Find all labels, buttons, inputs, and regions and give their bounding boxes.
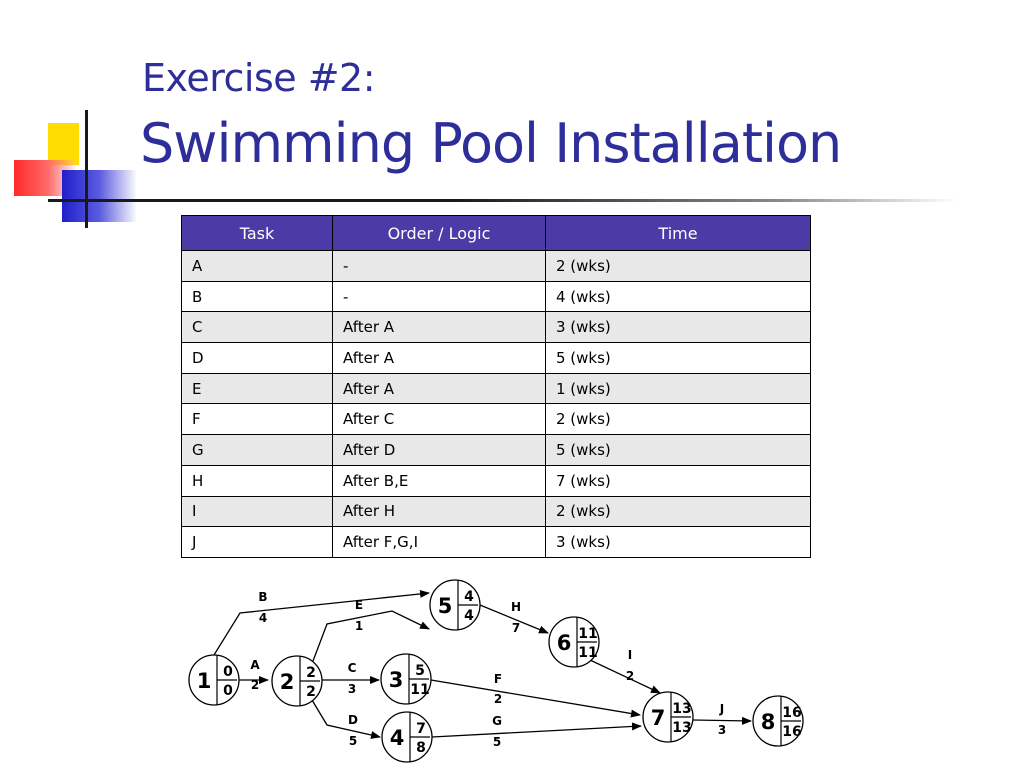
table-row [182, 251, 811, 282]
cell-order: After A [333, 343, 546, 374]
arrow-g [432, 726, 641, 737]
table-row [182, 435, 811, 466]
activity-label: C [347, 661, 357, 675]
cell-task: B [182, 281, 333, 312]
slide-title-line1: Exercise #2: [142, 56, 376, 100]
node-number: 4 [389, 726, 405, 750]
node-early-time: 2 [306, 665, 316, 681]
node-late-time: 11 [410, 682, 430, 698]
table-row [182, 312, 811, 343]
cell-time: 3 (wks) [546, 527, 811, 558]
node-early-time: 7 [416, 721, 426, 737]
table-row [182, 343, 811, 374]
table-row [182, 281, 811, 312]
node-early-time: 0 [223, 664, 233, 680]
node-late-time: 4 [464, 608, 474, 624]
cell-time: 5 (wks) [546, 343, 811, 374]
node-number: 2 [279, 670, 295, 694]
activity-label: J [719, 702, 725, 716]
cell-task: H [182, 465, 333, 496]
node-early-time: 16 [782, 705, 802, 721]
activity-label: H [510, 600, 522, 614]
activity-duration: 2 [493, 692, 503, 706]
cell-task: E [182, 373, 333, 404]
activity-duration: 4 [258, 611, 268, 625]
cell-order: - [333, 281, 546, 312]
cell-time: 2 (wks) [546, 251, 811, 282]
activity-duration: 1 [354, 619, 364, 633]
node-6 [549, 617, 599, 667]
title-divider-line [48, 199, 958, 202]
decor-yellow-square [48, 123, 79, 165]
cell-order: After A [333, 312, 546, 343]
table-row [182, 496, 811, 527]
cell-time: 2 (wks) [546, 404, 811, 435]
cell-order: After B,E [333, 465, 546, 496]
arrow-e [313, 611, 429, 661]
node-early-time: 5 [415, 663, 425, 679]
cell-time: 5 (wks) [546, 435, 811, 466]
node-late-time: 2 [306, 684, 316, 700]
node-late-time: 16 [782, 724, 802, 740]
node-early-time: 11 [578, 626, 598, 642]
table-row [182, 373, 811, 404]
cell-task: G [182, 435, 333, 466]
cell-task: J [182, 527, 333, 558]
node-1 [189, 655, 239, 705]
cell-time: 7 (wks) [546, 465, 811, 496]
activity-duration: 2 [625, 669, 635, 683]
node-late-time: 8 [416, 740, 426, 756]
arrow-d [312, 700, 380, 737]
arrow-j [693, 720, 751, 721]
activity-label: D [348, 713, 358, 727]
node-number: 5 [437, 594, 453, 618]
activity-label: G [492, 714, 502, 728]
cell-time: 2 (wks) [546, 496, 811, 527]
node-early-time: 4 [464, 589, 474, 605]
node-3 [381, 654, 431, 704]
task-table [181, 215, 811, 558]
activity-label: F [493, 672, 503, 686]
cell-task: C [182, 312, 333, 343]
activity-duration: 5 [492, 735, 502, 749]
activity-duration: 3 [347, 682, 357, 696]
node-4 [382, 712, 432, 762]
cell-task: A [182, 251, 333, 282]
cell-order: After H [333, 496, 546, 527]
node-number: 7 [650, 706, 666, 730]
activity-duration: 3 [717, 723, 727, 737]
cell-time: 3 (wks) [546, 312, 811, 343]
header-task: Task [182, 216, 333, 251]
cell-order: - [333, 251, 546, 282]
header-time: Time [546, 216, 811, 251]
node-late-time: 11 [578, 645, 598, 661]
activity-label: A [250, 658, 260, 672]
table-row [182, 465, 811, 496]
table-row [182, 527, 811, 558]
node-number: 6 [556, 631, 572, 655]
activity-label: E [354, 598, 364, 612]
header-order-logic: Order / Logic [333, 216, 546, 251]
cell-order: After D [333, 435, 546, 466]
node-8 [753, 696, 803, 746]
activity-label: B [258, 590, 268, 604]
arrow-f [431, 680, 640, 715]
cell-order: After F,G,I [333, 527, 546, 558]
cell-order: After C [333, 404, 546, 435]
activity-duration: 5 [348, 734, 358, 748]
node-number: 8 [760, 710, 776, 734]
activity-label: I [627, 648, 633, 662]
node-number: 1 [196, 669, 212, 693]
node-2 [272, 656, 322, 706]
node-early-time: 13 [672, 701, 692, 717]
node-5 [430, 580, 480, 630]
cell-order: After A [333, 373, 546, 404]
activity-duration: 2 [250, 678, 260, 692]
node-late-time: 13 [672, 720, 692, 736]
node-number: 3 [388, 668, 404, 692]
slide-title-line2: Swimming Pool Installation [140, 112, 842, 175]
node-late-time: 0 [223, 683, 233, 699]
cell-time: 4 (wks) [546, 281, 811, 312]
cell-task: D [182, 343, 333, 374]
decor-blue-square [62, 170, 136, 222]
cell-task: I [182, 496, 333, 527]
cell-time: 1 (wks) [546, 373, 811, 404]
table-header-row [182, 216, 811, 251]
activity-duration: 7 [511, 621, 521, 635]
cell-task: F [182, 404, 333, 435]
table-row [182, 404, 811, 435]
arrow-b [214, 593, 429, 655]
network-diagram [0, 570, 1024, 768]
node-7 [643, 692, 693, 742]
decor-vertical-line [85, 110, 88, 228]
